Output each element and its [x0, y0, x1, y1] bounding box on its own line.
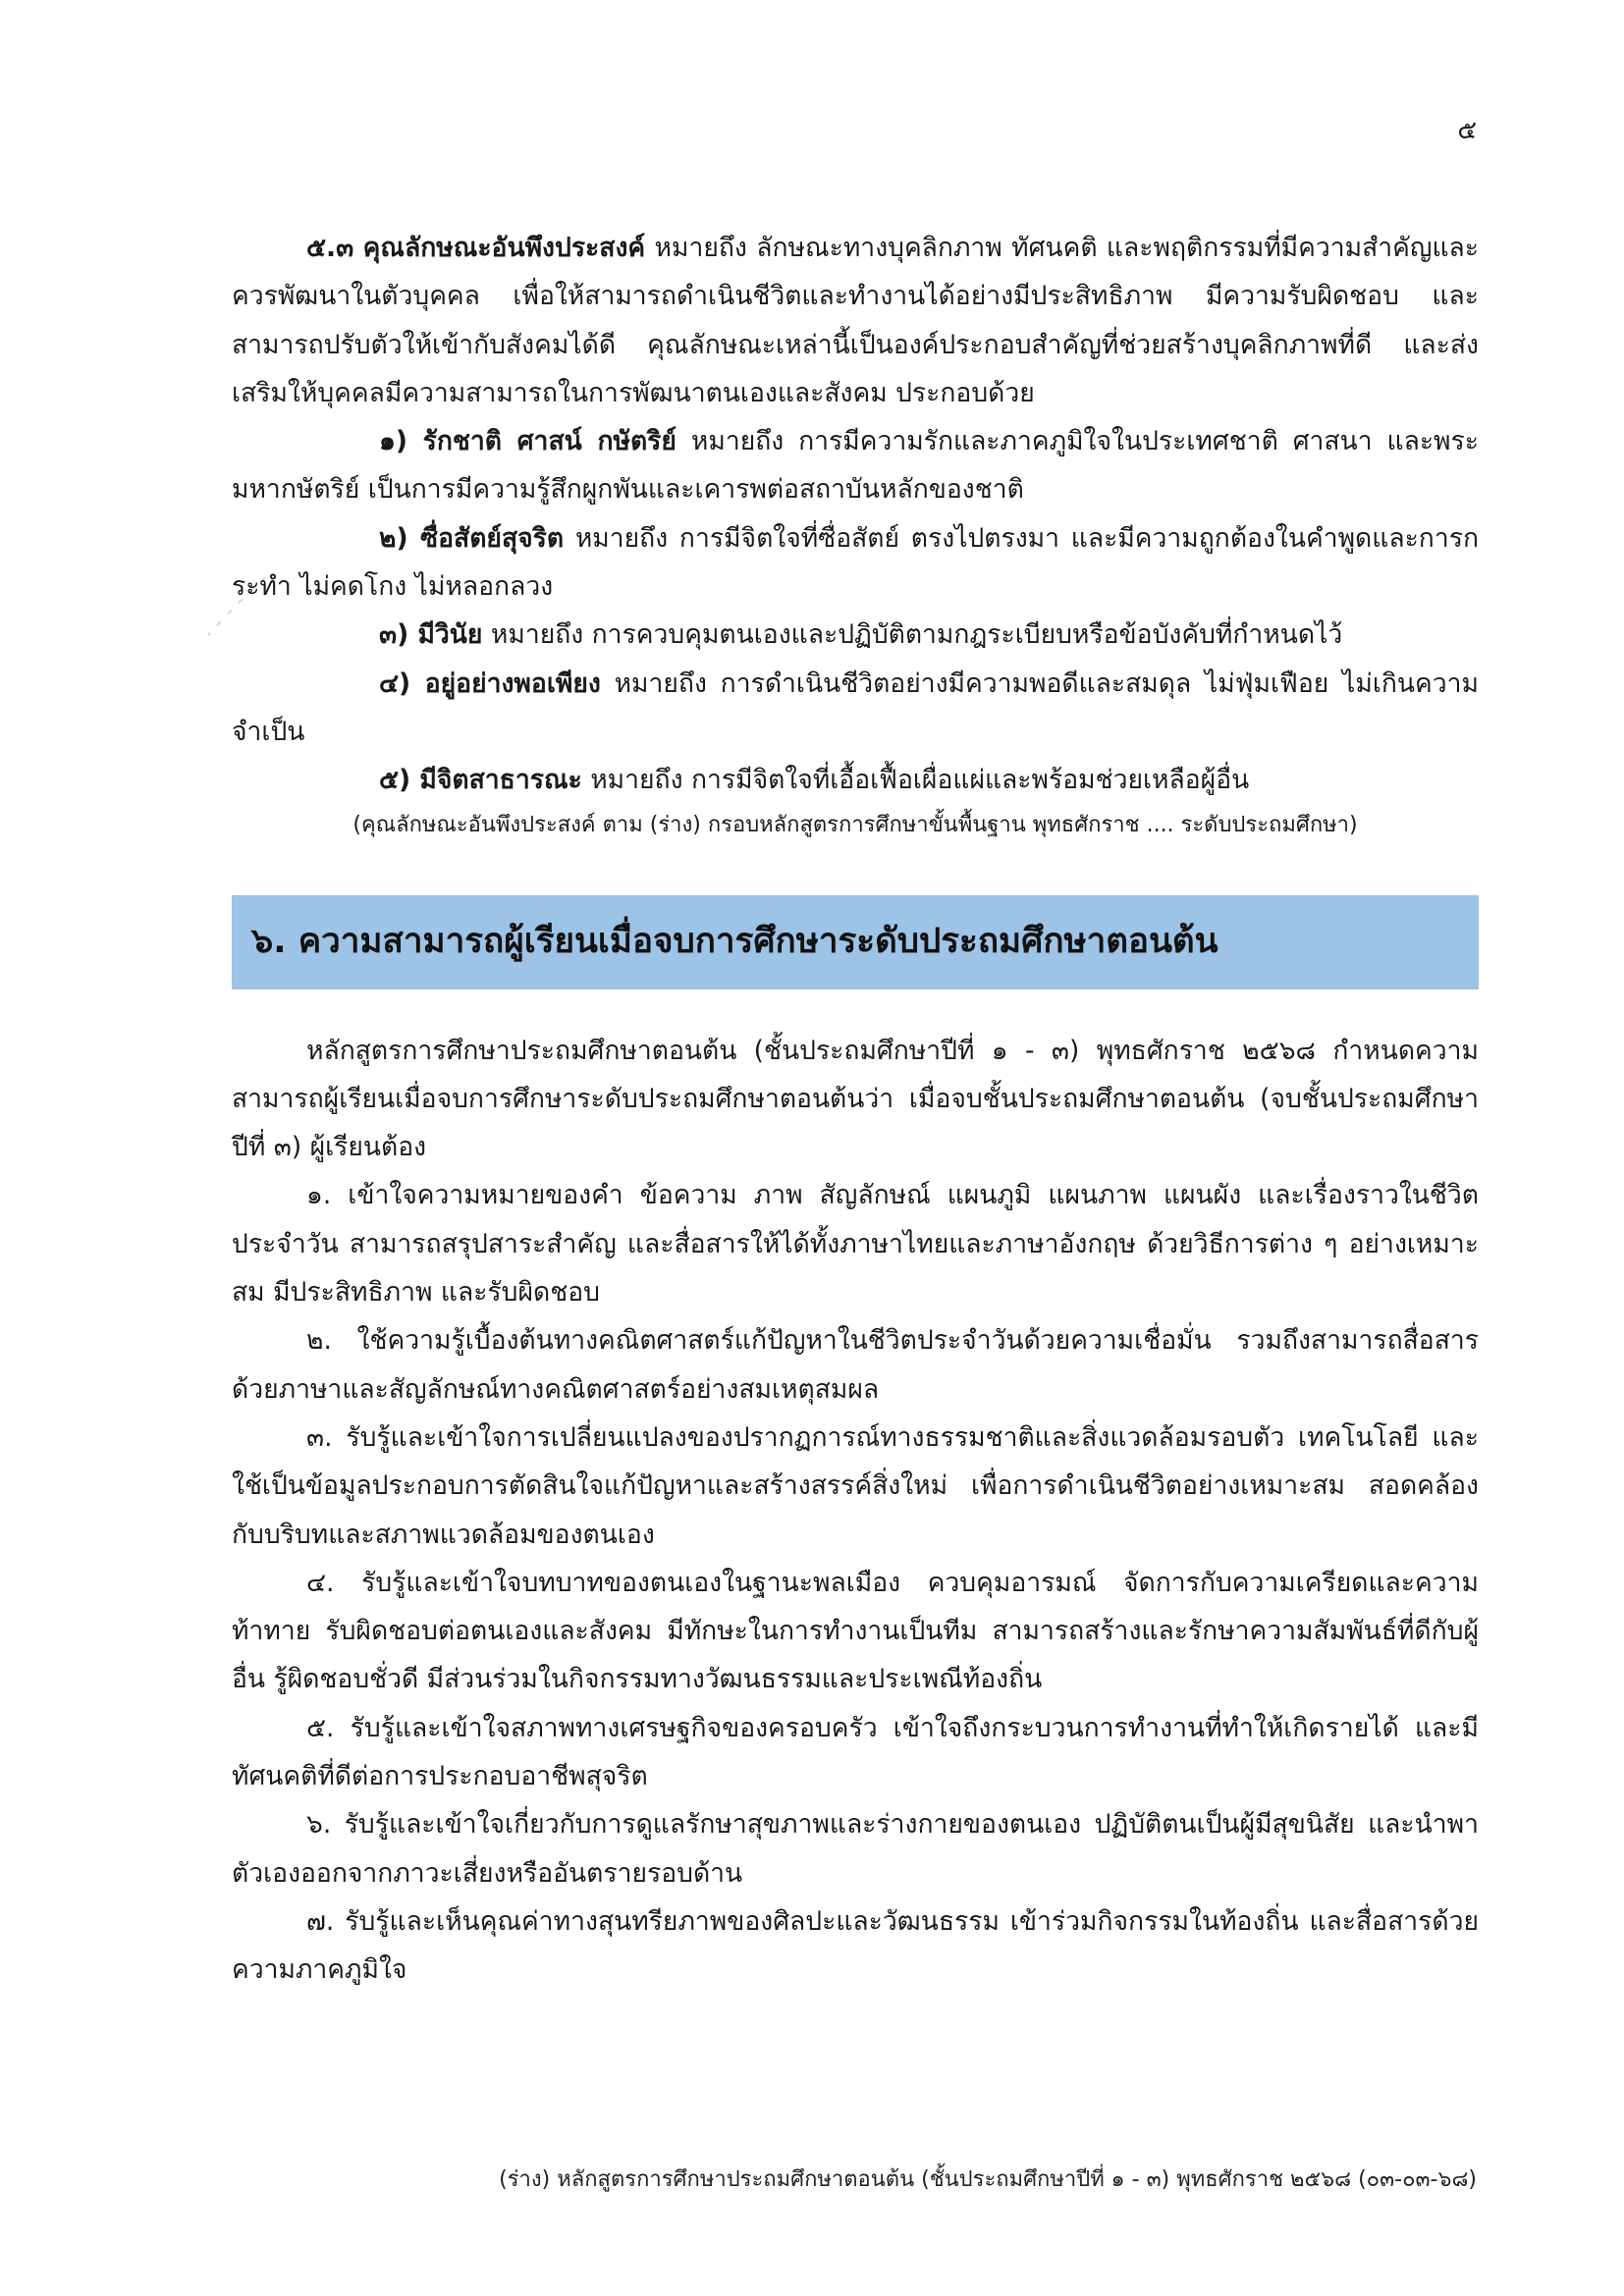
attribute-text: หมายถึง การมีความรักและภาคภูมิใจในประเทศชาติ ศาสนา และพระมหากษัตริย์ เป็นการมีความรู้สึกผูกพันและเคารพต่อสถาบันหลักของชาติ	[232, 426, 1479, 506]
attribute-item	[232, 660, 1479, 757]
page-footer: (ร่าง) หลักสูตรการศึกษาประถมศึกษาตอนต้น (ชั้นประถมศึกษาปีที่ ๑ - ๓) พุทธศักราช ๒๕๖๘ (๐๓-๐๓-๖๘)	[499, 2167, 1477, 2192]
attribute-text: หมายถึง การมีจิตใจที่ซื่อสัตย์ ตรงไปตรงมา และมีความถูกต้องในคำพูดและการกระทำ ไม่คดโกง ไม่หลอกลวง	[232, 522, 1480, 603]
section-5-3-number: ๕.๓	[306, 233, 354, 263]
attribute-text: หมายถึง การควบคุมตนเองและปฏิบัติตามกฎระเบียบหรือข้อบังคับที่กำหนดไว้	[482, 619, 1343, 651]
competency-item: ๗. รับรู้และเห็นคุณค่าทางสุนทรียภาพของศิลปะและวัฒนธรรม เข้าร่วมกิจกรรมในท้องถิ่น และสื่อสารด้วยความภาคภูมิใจ	[232, 1905, 1479, 1986]
competency-item: ๖. รับรู้และเข้าใจเกี่ยวกับการดูแลรักษาสุขภาพและร่างกายของตนเอง ปฏิบัติตนเป็นผู้มีสุขนิสัย และนำพาตัวเองออกจากภาวะเสี่ยงหรืออันตรายรอบด้าน	[232, 1809, 1479, 1889]
competency-item: ๓. รับรู้และเข้าใจการเปลี่ยนแปลงของปรากฏการณ์ทางธรรมชาติและสิ่งแวดล้อมรอบตัว เทคโนโลยี และใช้เป็นข้อมูลประกอบการตัดสินใจแก้ปัญหาและสร้างสรรค์สิ่งใหม่ เพื่อการดำเนินชีวิตอย่างเหมาะสม สอดคล้องกับบริบทและสภาพแวดล้อมของตนเอง	[232, 1421, 1479, 1550]
section-6-heading	[232, 895, 1479, 989]
attributes-source-caption: (คุณลักษณะอันพึงประสงค์ ตาม (ร่าง) กรอบหลักสูตรการศึกษาขั้นพื้นฐาน พุทธศักราช .... ระดับประถมศึกษา)	[352, 812, 1358, 837]
section-6-heading-text: ๖. ความสามารถผู้เรียนเมื่อจบการศึกษาระดับประถมศึกษาตอนต้น	[251, 921, 1218, 961]
attribute-term: ๔) อยู่อย่างพอเพียง	[379, 667, 601, 699]
section-6-intro: หลักสูตรการศึกษาประถมศึกษาตอนต้น (ชั้นประถมศึกษาปีที่ ๑ - ๓) พุทธศักราช ๒๕๖๘ กำหนดความสามารถผู้เรียนเมื่อจบการศึกษาระดับประถมศึกษาตอนต้นว่า เมื่อจบชั้นประถมศึกษาตอนต้น (จบชั้นประถมศึกษาปีที่ ๓) ผู้เรียนต้อง	[232, 1035, 1479, 1163]
section-5-3-paragraph	[232, 224, 1479, 417]
attribute-item	[232, 417, 1479, 514]
attribute-text: หมายถึง การดำเนินชีวิตอย่างมีความพอดีและสมดุล ไม่ฟุ่มเฟือย ไม่เกินความจำเป็น	[232, 667, 1479, 747]
attribute-term: ๓) มีวินัย	[379, 619, 483, 651]
competency-item: ๒. ใช้ความรู้เบื้องต้นทางคณิตศาสตร์แก้ปัญหาในชีวิตประจำวันด้วยความเชื่อมั่น รวมถึงสามารถสื่อสารด้วยภาษาและสัญลักษณ์ทางคณิตศาสตร์อย่างสมเหตุสมผล	[232, 1325, 1479, 1405]
attribute-text: หมายถึง การมีจิตใจที่เอื้อเฟื้อเผื่อแผ่และพร้อมช่วยเหลือผู้อื่น	[581, 765, 1250, 796]
section-5-3-term: คุณลักษณะอันพึงประสงค์	[362, 233, 646, 263]
attribute-term: ๑) รักชาติ ศาสน์ กษัตริย์	[379, 426, 677, 457]
competency-item: ๔. รับรู้และเข้าใจบทบาทของตนเองในฐานะพลเมือง ควบคุมอารมณ์ จัดการกับความเครียดและความท้าทาย รับผิดชอบต่อตนเองและสังคม มีทักษะในการทำงานเป็นทีม สามารถสร้างและรักษาความสัมพันธ์ที่ดีกับผู้อื่น รู้ผิดชอบชั่วดี มีส่วนร่วมในกิจกรรมทางวัฒนธรรมและประเพณีท้องถิ่น	[232, 1567, 1479, 1695]
page-number: ๕	[1457, 116, 1477, 145]
page-content	[232, 224, 1479, 1995]
heading-spacer	[232, 1019, 1479, 1027]
attribute-item	[232, 756, 1479, 804]
competency-item: ๕. รับรู้และเข้าใจสภาพทางเศรษฐกิจของครอบครัว เข้าใจถึงกระบวนการทำงานที่ทำให้เกิดรายได้ และมีทัศนคติที่ดีต่อการประกอบอาชีพสุจริต	[232, 1712, 1479, 1792]
attribute-item	[232, 611, 1479, 659]
attribute-item	[232, 514, 1479, 612]
competency-item: ๑. เข้าใจความหมายของคำ ข้อความ ภาพ สัญลักษณ์ แผนภูมิ แผนภาพ แผนผัง และเรื่องราวในชีวิตประจำวัน สามารถสรุปสาระสำคัญ และสื่อสารให้ได้ทั้งภาษาไทยและภาษาอังกฤษ ด้วยวิธีการต่าง ๆ อย่างเหมาะสม มีประสิทธิภาพ และรับผิดชอบ	[232, 1180, 1479, 1308]
attribute-term: ๒) ซื่อสัตย์สุจริต	[379, 522, 565, 554]
section-5-3-text: หมายถึง ลักษณะทางบุคลิกภาพ ทัศนคติ และพฤติกรรมที่มีความสำคัญและควรพัฒนาในตัวบุคคล เพื่อให้สามารถดำเนินชีวิตและทำงานได้อย่างมีประสิทธิภาพ มีความรับผิดชอบ และสามารถปรับตัวให้เข้ากับสังคมได้ดี คุณลักษณะเหล่านี้เป็นองค์ประกอบสำคัญที่ช่วยสร้างบุคลิกภาพที่ดี และส่งเสริมให้บุคคลมีความสามารถในการพัฒนาตนเองและสังคม ประกอบด้วย	[232, 233, 1479, 408]
attribute-term: ๕) มีจิตสาธารณะ	[379, 765, 582, 796]
